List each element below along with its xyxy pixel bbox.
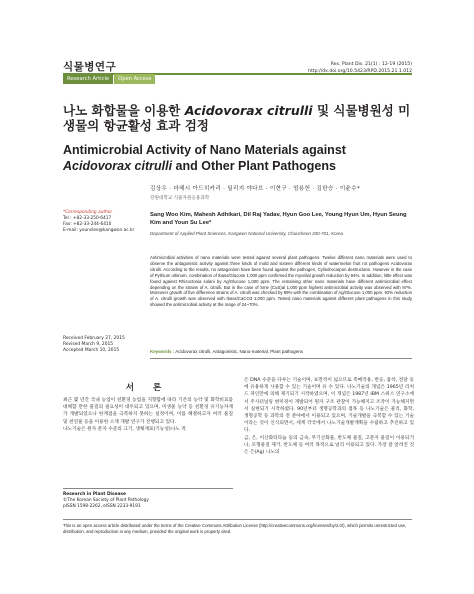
journal-info-box <box>63 488 233 509</box>
revised-date: Revised March 9, 2015 <box>63 342 114 348</box>
citation <box>308 62 412 75</box>
keywords <box>150 349 412 354</box>
authors-korean: 김상우 · 마헤시 아드히카리 · 딜리지 야다브 · 이현구 · 엄용헌 · 김한승 · 이윤수* <box>150 186 361 192</box>
intro-right-column: 은 DNA 수준을 다루는 기술이며, 표면적이 넓으므로 촉매작용, 반응, 흡착, 전달 등에 유용하게 사용할 수 있는 기술이며 유 수 있다. 나노기술의 개념은 1965년 리처드 파인만에 의해 제기되기 시작하였으며, 이 개념은 1987년 IBM 스위스 연구소에서 주사터널링 현미경이 개발되어 원자 구조 관찰이 가능해지고 조작이 가능해지면서 실현되기 시작하였다. 90년부터 생명공학과의 접목 등 나노기술은 물리, 화학, 생명공학 등 과학의 전 분야에서 이용되고 있으며, 기술개발을 극복할 수 있는 기술이라는 것이 인식되면서, 세계 각국에서 나노기술개발계획을 수립하고 추진하고 있다. 금, 은, 이산화티타늄 등의 금속, 무기산화물, 반도체 물질, 고분자 물질이 이용되거나, 모형물질 제거, 반도체 등 여러 목적으로 널리 이용되고 있다. 가장 잘 알려진 것은 은(Ag) 나노의 <box>244 378 414 456</box>
authors-english: Sang Woo Kim, Mahesh Adhikari, Dil Raj Yadav, Hyun Goo Lee, Young Hyun Um, Hyun Seung Kim and Youn Su Lee* <box>150 212 407 227</box>
korean-title: 나노 화합물을 이용한 Acidovorax citrulli 및 식물병원성 미생물의 항균활성 효과 검정 <box>63 103 411 133</box>
journal-issn: pISSN 1598-2262, eISSN 2233-9191 <box>63 503 141 509</box>
correspondence-box <box>63 210 143 234</box>
keywords-text: Acidovorax citrulli, Antagonistic, Nano-material, Plant pathogens <box>174 349 303 354</box>
intro-left-column: 최근 몇 년간 국내 농업이 친환경 농업을 지향함에 따라 기존의 농약 및 화학비료를 대체할 만한 물질의 필요성이 대두되고 있으며, 미생물 농약 등 친환경 유기농자재가 개발되었으나 한계점을 극복하지 못하는 실정이며, 이를 해결하고자 여러 물질 및 천연물 등을 이용한 소재 개발 연구가 진행되고 있다. 나노기술은 원자 분자 수준의 크기, 생체재료(기능성)나노 적 <box>63 398 233 432</box>
badge-row <box>63 74 155 84</box>
accepted-date: Accepted March 10, 2015 <box>63 348 120 354</box>
fax: Fax: +82-33-244-6410 <box>63 222 112 227</box>
affiliation-english: Department of Applied Plant Sciences, Kangwon National University, Chuncheon 200-701, Korea <box>150 231 344 236</box>
intro-heading: 서 론 <box>125 383 170 393</box>
journal-name: 식물병연구 <box>63 61 117 73</box>
tel: Tel : +82-33-250-6417 <box>63 216 112 221</box>
keywords-label: Keywords : <box>150 349 175 354</box>
english-title: Antimicrobial Activity of Nano Materials against Acidovorax citrulli and Other Plant Pathogens <box>63 143 346 173</box>
journal-copyright: ©The Korean Society of Plant Pathology <box>63 497 149 503</box>
citation-volume: Res. Plant Dis. 21(1) : 12-19 (2015) <box>330 62 412 67</box>
email-link[interactable]: E-mail: younslee@kangwon.ac.kr <box>63 228 135 233</box>
license-text: This is an open access article distributed under the terms of the Creative Commons Attribution License (http://creativecommons.org/licenses/by/2.0/), which permits unrestricted use, distribution, and reproduction in any medium, provided the original work is properly cited. <box>63 519 412 535</box>
corresponding-author-label: *Corresponding author <box>63 210 113 215</box>
affiliation-korean: 강원대학교 식물자원응용과학 <box>150 196 210 201</box>
abstract: Antimicrobial activities of nano materials were tested against several plant pathogens. Twelve different nano materials were used to observe the antagonistic activity against three kinds of mold and sixteen different kinds of watermelon fruit rot pathogens Acidovorax citrulli. According to the results, no antagonism have been found against the pathogen, Cylindrocarpon destructans. However in the case of Pythium ultimum, combination of Ibass/Glucose 1,000 ppm confirmed the mycelial growth reduction by 94%. In addition, little effect was found against Rhizoctonia solani by Ag/Glucose 1,000 ppm. The remaining other nano materials have different antimicrobial effect depending on the strains of A. citrulli. But in the case of Sme (CuS)al 1,000 ppm highest antimicrobial activity was observed with 97%. Moreover growth of five difference strains of A. citrulli was checked by 99% with the combination of Ag/Glucose 1,000 ppm. 92% reduction of A. citrulli growth was observed with Ibass/CaCO3 1,000 ppm. Tested nano materials against different plant pathogens in this study showed the antimicrobial activity at the range of 24~70%. <box>150 255 412 308</box>
journal-info-title: Research in Plant Disease <box>63 492 126 497</box>
received-date: Received February 27, 2015 <box>63 336 125 341</box>
open-access-badge: Open Access <box>114 74 155 84</box>
dates-box <box>63 336 143 354</box>
doi-link[interactable]: http://dx.doi.org/10.5423/RPD.2015.21.1.012 <box>308 68 412 74</box>
research-article-badge: Research Article <box>63 74 113 84</box>
keywords-rule <box>150 358 412 359</box>
